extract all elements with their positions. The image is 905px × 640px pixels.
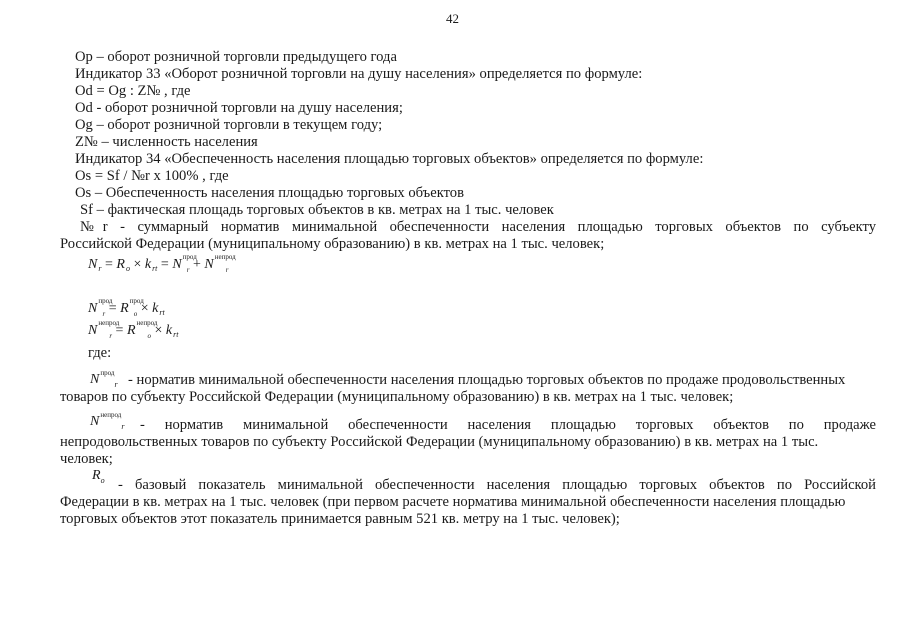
text-line: торговых объектов этот показатель принимается равным 521 кв. метру на 1 тыс. человек); <box>60 511 620 527</box>
symbol-n-prod: $N^{прод}_r$ <box>90 369 118 389</box>
text-line: Sf – фактическая площадь торговых объектов в кв. метрах на 1 тыс. человек <box>80 202 554 218</box>
symbol-r-o: $R_o$ <box>92 468 105 485</box>
formula-nonfood-norm: $N^{непрод}_r = R^{непрод}_o \times k_{rt}$ <box>88 319 179 340</box>
text-line: Op – оборот розничной торговли предыдущего года <box>75 49 397 65</box>
text-line: №r - суммарный норматив минимальной обеспеченности населения площадью торговых объектов по субъекту <box>80 219 876 235</box>
text-line: - норматив минимальной обеспеченности населения площадью торговых объектов по продаже продовольственных <box>128 372 846 388</box>
text-line: Od - оборот розничной торговли на душу населения; <box>75 100 403 116</box>
text-line: товаров по субъекту Российской Федерации (муниципальному образованию) в кв. метрах на 1 тыс. человек; <box>60 389 734 405</box>
text-line: человек; <box>60 451 113 467</box>
text-line: Индикатор 34 «Обеспеченность населения площадью торговых объектов» определяется по формуле: <box>75 151 704 167</box>
text-line: Os – Обеспеченность населения площадью торговых объектов <box>75 185 464 201</box>
text-line: Os = Sf / №r x 100% , где <box>75 168 229 184</box>
text-line: Российской Федерации (муниципальному образованию) в кв. метрах на 1 тыс. человек; <box>60 236 605 252</box>
text-line: - базовый показатель минимальной обеспеченности населения площадью торговых объектов по Российской <box>118 477 876 493</box>
page-number: 42 <box>446 11 459 26</box>
where-label: где: <box>88 345 112 361</box>
text-line: Индикатор 33 «Оборот розничной торговли на душу населения» определяется по формуле: <box>75 66 643 82</box>
text-line: - норматив минимальной обеспеченности населения площадью торговых объектов по продаже <box>140 417 876 433</box>
formula-food-norm: $N^{прод}_r = R^{прод}_o \times k_{rt}$ <box>88 297 165 318</box>
text-line: Федерации в кв. метрах на 1 тыс. человек (при первом расчете норматива минимальной обеспеченности населения площадью <box>60 494 846 510</box>
text-line: Od = Og : Z№ , где <box>75 83 191 99</box>
text-line: Og – оборот розничной торговли в текущем году; <box>75 117 383 133</box>
symbol-n-neprod: $N^{непрод}_r$ <box>90 411 125 431</box>
text-line: Z№ – численность населения <box>75 134 258 150</box>
text-line: непродовольственных товаров по субъекту Российской Федерации (муниципальному образованию) в кв. метрах на 1 тыс. <box>60 434 819 450</box>
formula-total-norm: $N_r = R_o \times k_{rt} = N^{прод}_r + N^{непрод}_r$ <box>88 253 236 274</box>
